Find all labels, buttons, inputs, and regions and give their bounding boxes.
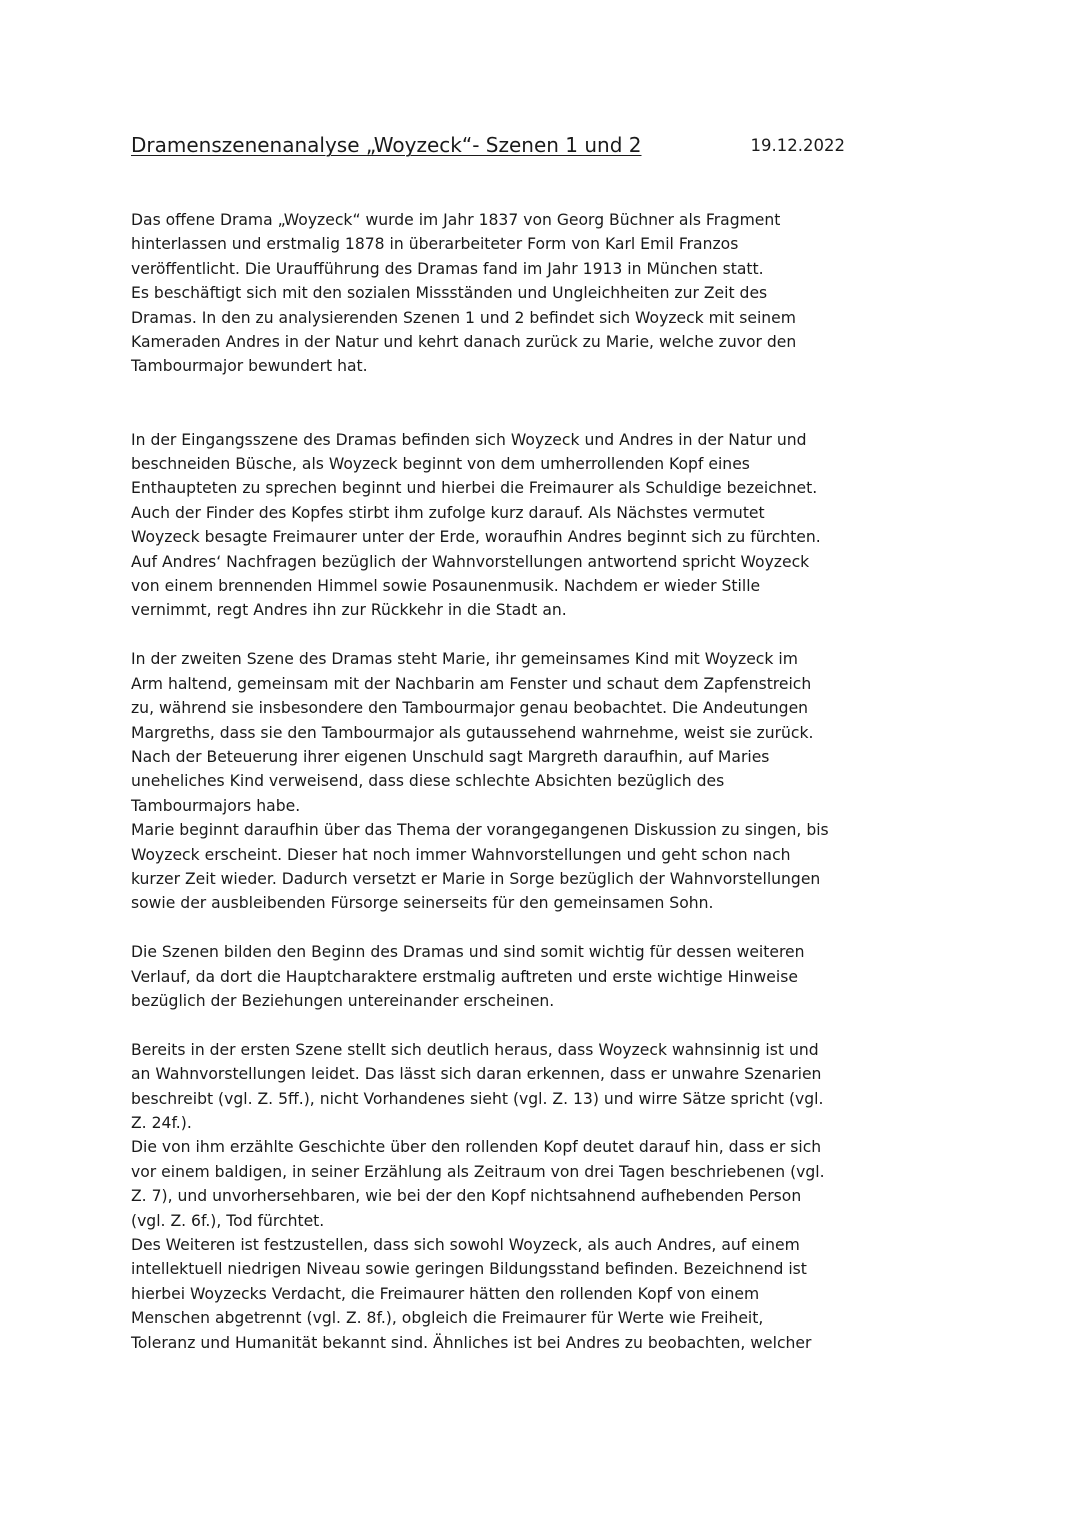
document-body — [131, 208, 851, 1355]
text-line: beschreibt (vgl. Z. 5ff.), nicht Vorhandenes sieht (vgl. Z. 13) und wirre Sätze spricht (vgl. — [131, 1089, 824, 1108]
paragraph-spacer — [131, 1013, 851, 1037]
text-line: Marie beginnt daraufhin über das Thema der vorangegangenen Diskussion zu singen, bis — [131, 821, 829, 840]
text-line: Es beschäftigt sich mit den sozialen Missständen und Ungleichheiten zur Zeit des — [131, 284, 768, 303]
document-header — [131, 130, 851, 164]
text-line: intellektuell niedrigen Niveau sowie geringen Bildungsstand befinden. Bezeichnend ist — [131, 1260, 807, 1279]
text-line: Kameraden Andres in der Natur und kehrt danach zurück zu Marie, welche zuvor den — [131, 333, 797, 352]
text-line: zu, während sie insbesondere den Tambourmajor genau beobachtet. Die Andeutungen — [131, 699, 809, 718]
text-line: Dramas. In den zu analysierenden Szenen 1 und 2 befindet sich Woyzeck mit seinem — [131, 308, 796, 327]
text-line: Die Szenen bilden den Beginn des Dramas und sind somit wichtig für dessen weiteren — [131, 943, 805, 962]
paragraph-spacer — [131, 623, 851, 647]
text-line: veröffentlicht. Die Uraufführung des Dramas fand im Jahr 1913 in München statt. — [131, 259, 764, 278]
text-line: Tambourmajor bewundert hat. — [131, 357, 368, 376]
text-line: (vgl. Z. 6f.), Tod fürchtet. — [131, 1211, 325, 1230]
text-line: Z. 24f.). — [131, 1113, 192, 1132]
paragraph — [131, 647, 851, 915]
text-line: Tambourmajors habe. — [131, 796, 301, 815]
text-line: Auch der Finder des Kopfes stirbt ihm zufolge kurz darauf. Als Nächstes vermutet — [131, 503, 765, 522]
text-line: uneheliches Kind verweisend, dass diese schlechte Absichten bezüglich des — [131, 772, 725, 791]
text-line: Woyzeck erscheint. Dieser hat noch immer Wahnvorstellungen und geht schon nach — [131, 845, 791, 864]
text-line: Arm haltend, gemeinsam mit der Nachbarin am Fenster und schaut dem Zapfenstreich — [131, 674, 812, 693]
text-line: Des Weiteren ist festzustellen, dass sich sowohl Woyzeck, als auch Andres, auf einem — [131, 1236, 800, 1254]
text-line: Nach der Beteuerung ihrer eigenen Unschuld sagt Margreth daraufhin, auf Maries — [131, 747, 770, 766]
text-line: Z. 7), und unvorhersehbaren, wie bei der den Kopf nichtsahnend aufhebenden Person — [131, 1187, 802, 1206]
text-line: Auf Andres‘ Nachfragen bezüglich der Wahnvorstellungen antwortend spricht Woyzeck — [131, 552, 810, 571]
text-line: beschneiden Büsche, als Woyzeck beginnt von dem umherrollenden Kopf eines — [131, 455, 750, 474]
paragraph — [131, 208, 851, 379]
text-line: Enthaupteten zu sprechen beginnt und hierbei die Freimaurer als Schuldige bezeichnet. — [131, 479, 818, 498]
text-line: hierbei Woyzecks Verdacht, die Freimaurer hätten den rollenden Kopf von einem — [131, 1284, 760, 1303]
text-line: Margreths, dass sie den Tambourmajor als gutaussehend wahrnehme, weist sie zurück. — [131, 723, 814, 742]
text-line: von einem brennenden Himmel sowie Posaunenmusik. Nachdem er wieder Stille — [131, 577, 761, 596]
text-line: bezüglich der Beziehungen untereinander erscheinen. — [131, 991, 555, 1010]
document-page — [131, 130, 851, 1352]
text-line: In der zweiten Szene des Dramas steht Marie, ihr gemeinsames Kind mit Woyzeck im — [131, 650, 798, 669]
text-line: sowie der ausbleibenden Fürsorge seinerseits für den gemeinsamen Sohn. — [131, 894, 714, 913]
document-title: Dramenszenenanalyse „Woyzeck“- Szenen 1 und 2 — [131, 133, 642, 157]
paragraph-spacer — [131, 916, 851, 940]
text-line: Bereits in der ersten Szene stellt sich deutlich heraus, dass Woyzeck wahnsinnig ist und — [131, 1040, 819, 1059]
text-line: kurzer Zeit wieder. Dadurch versetzt er Marie in Sorge bezüglich der Wahnvorstellungen — [131, 869, 821, 888]
paragraph-spacer — [131, 379, 851, 428]
text-line: hinterlassen und erstmalig 1878 in überarbeiteter Form von Karl Emil Franzos — [131, 235, 739, 254]
text-line: Toleranz und Humanität bekannt sind. Ähnliches ist bei Andres zu beobachten, welcher — [131, 1333, 812, 1352]
text-line: In der Eingangsszene des Dramas befinden sich Woyzeck und Andres in der Natur und — [131, 430, 807, 449]
text-line: vernimmt, regt Andres ihn zur Rückkehr in die Stadt an. — [131, 601, 567, 620]
paragraph — [131, 428, 851, 623]
text-line: Woyzeck besagte Freimaurer unter der Erde, woraufhin Andres beginnt sich zu fürchten. — [131, 528, 821, 547]
text-line: an Wahnvorstellungen leidet. Das lässt sich daran erkennen, dass er unwahre Szenarien — [131, 1065, 822, 1084]
document-date: 19.12.2022 — [750, 136, 845, 155]
text-line: Das offene Drama „Woyzeck“ wurde im Jahr 1837 von Georg Büchner als Fragment — [131, 211, 781, 229]
text-line: Verlauf, da dort die Hauptcharaktere erstmalig auftreten und erste wichtige Hinweise — [131, 967, 798, 986]
text-line: Die von ihm erzählte Geschichte über den rollenden Kopf deutet darauf hin, dass er sich — [131, 1138, 822, 1157]
paragraph — [131, 1038, 851, 1355]
text-line: vor einem baldigen, in seiner Erzählung als Zeitraum von drei Tagen beschriebenen (vgl. — [131, 1162, 825, 1181]
text-line: Menschen abgetrennt (vgl. Z. 8f.), obgleich die Freimaurer für Werte wie Freiheit, — [131, 1309, 764, 1328]
paragraph — [131, 940, 851, 1013]
